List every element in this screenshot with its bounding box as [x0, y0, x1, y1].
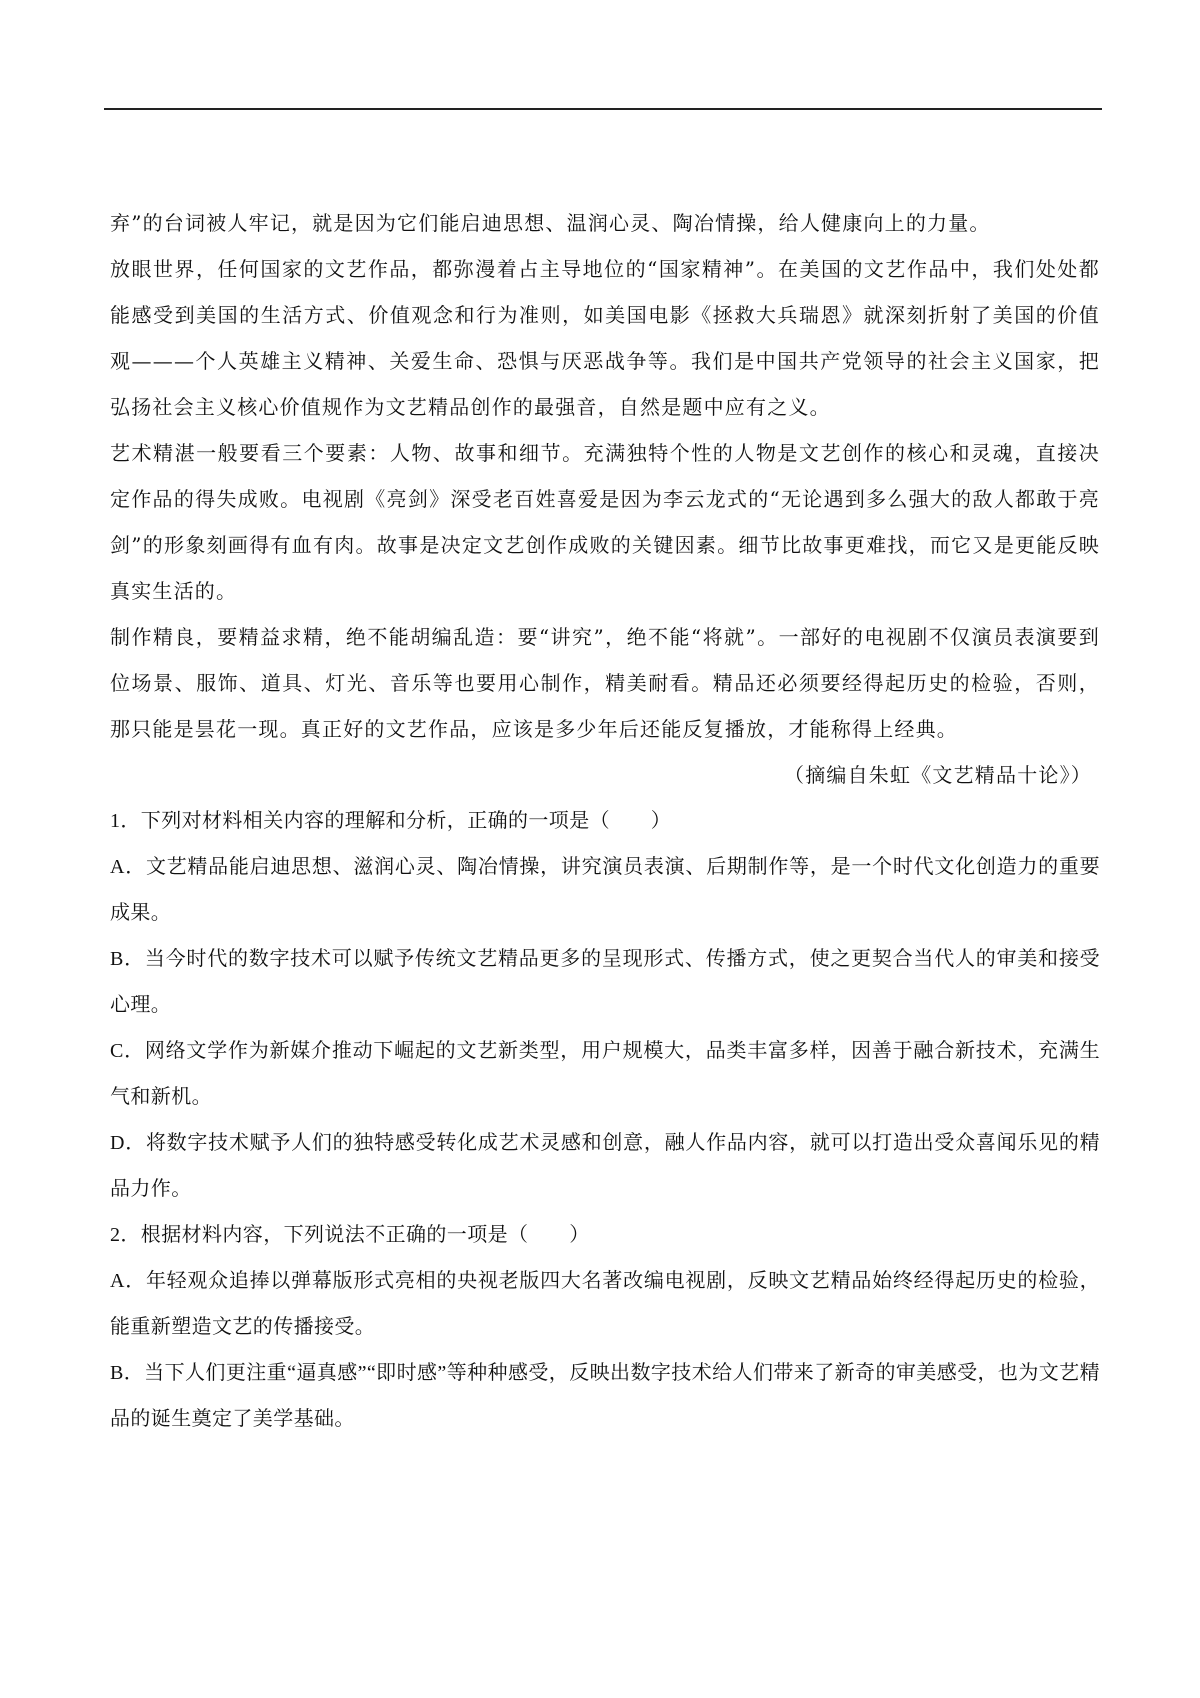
answer-option-b: B．当下人们更注重“逼真感”“即时感”等种种感受，反映出数字技术给人们带来了新奇的审美感受，也为文艺精品的诞生奠定了美学基础。 [110, 1362, 1100, 1430]
passage-paragraph: 放眼世界，任何国家的文艺作品，都弥漫着占主导地位的“国家精神”。在美国的文艺作品中，我们处处都能感受到美国的生活方式、价值观念和行为准则，如美国电影《拯救大兵瑞恩》就深刻折射了美国的价值观———个人英雄主义精神、关爱生命、恐惧与厌恶战争等。我们是中国共产党领导的社会主义国家，把弘扬社会主义核心价值规作为文艺精品创作的最强音，自然是题中应有之义。 [110, 257, 1100, 419]
answer-option-b: B．当今时代的数字技术可以赋予传统文艺精品更多的呈现形式、传播方式，使之更契合当代人的审美和接受心理。 [110, 948, 1100, 1016]
question-1 [110, 798, 1100, 1212]
passage-source: （摘编自朱虹《文艺精品十论》） [784, 763, 1092, 787]
passage-paragraph: 艺术精湛一般要看三个要素：人物、故事和细节。充满独特个性的人物是文艺创作的核心和灵魂，直接决定作品的得失成败。电视剧《亮剑》深受老百姓喜爱是因为李云龙式的“无论遇到多么强大的敌人都敢于亮剑”的形象刻画得有血有肉。故事是决定文艺创作成败的关键因素。细节比故事更难找，而它又是更能反映真实生活的。 [110, 441, 1100, 603]
question-2 [110, 1212, 1100, 1442]
question-stem: 2．根据材料内容，下列说法不正确的一项是（ ） [110, 1224, 590, 1246]
question-list [110, 798, 1100, 1442]
page-content [110, 200, 1100, 1442]
header-rule [104, 108, 1102, 110]
passage-paragraph: 制作精良，要精益求精，绝不能胡编乱造：要“讲究”，绝不能“将就”。一部好的电视剧不仅演员表演要到位场景、服饰、道具、灯光、音乐等也要用心制作，精美耐看。精品还必须要经得起历史的检验，否则，那只能是昙花一现。真正好的文艺作品，应该是多少年后还能反复播放，才能称得上经典。 [110, 625, 1100, 741]
answer-option-a: A．年轻观众追捧以弹幕版形式亮相的央视老版四大名著改编电视剧，反映文艺精品始终经得起历史的检验，能重新塑造文艺的传播接受。 [110, 1270, 1100, 1338]
answer-option-c: C．网络文学作为新媒介推动下崛起的文艺新类型，用户规模大，品类丰富多样，因善于融合新技术，充满生气和新机。 [110, 1040, 1100, 1108]
question-stem: 1．下列对材料相关内容的理解和分析，正确的一项是（ ） [110, 810, 672, 832]
answer-option-a: A．文艺精品能启迪思想、滋润心灵、陶冶情操，讲究演员表演、后期制作等，是一个时代文化创造力的重要成果。 [110, 856, 1100, 924]
reading-passage [110, 200, 1100, 798]
answer-option-d: D．将数字技术赋予人们的独特感受转化成艺术灵感和创意，融人作品内容，就可以打造出受众喜闻乐见的精品力作。 [110, 1132, 1100, 1200]
passage-paragraph: 弃”的台词被人牢记，就是因为它们能启迪思想、温润心灵、陶冶情操，给人健康向上的力量。 [110, 211, 991, 235]
